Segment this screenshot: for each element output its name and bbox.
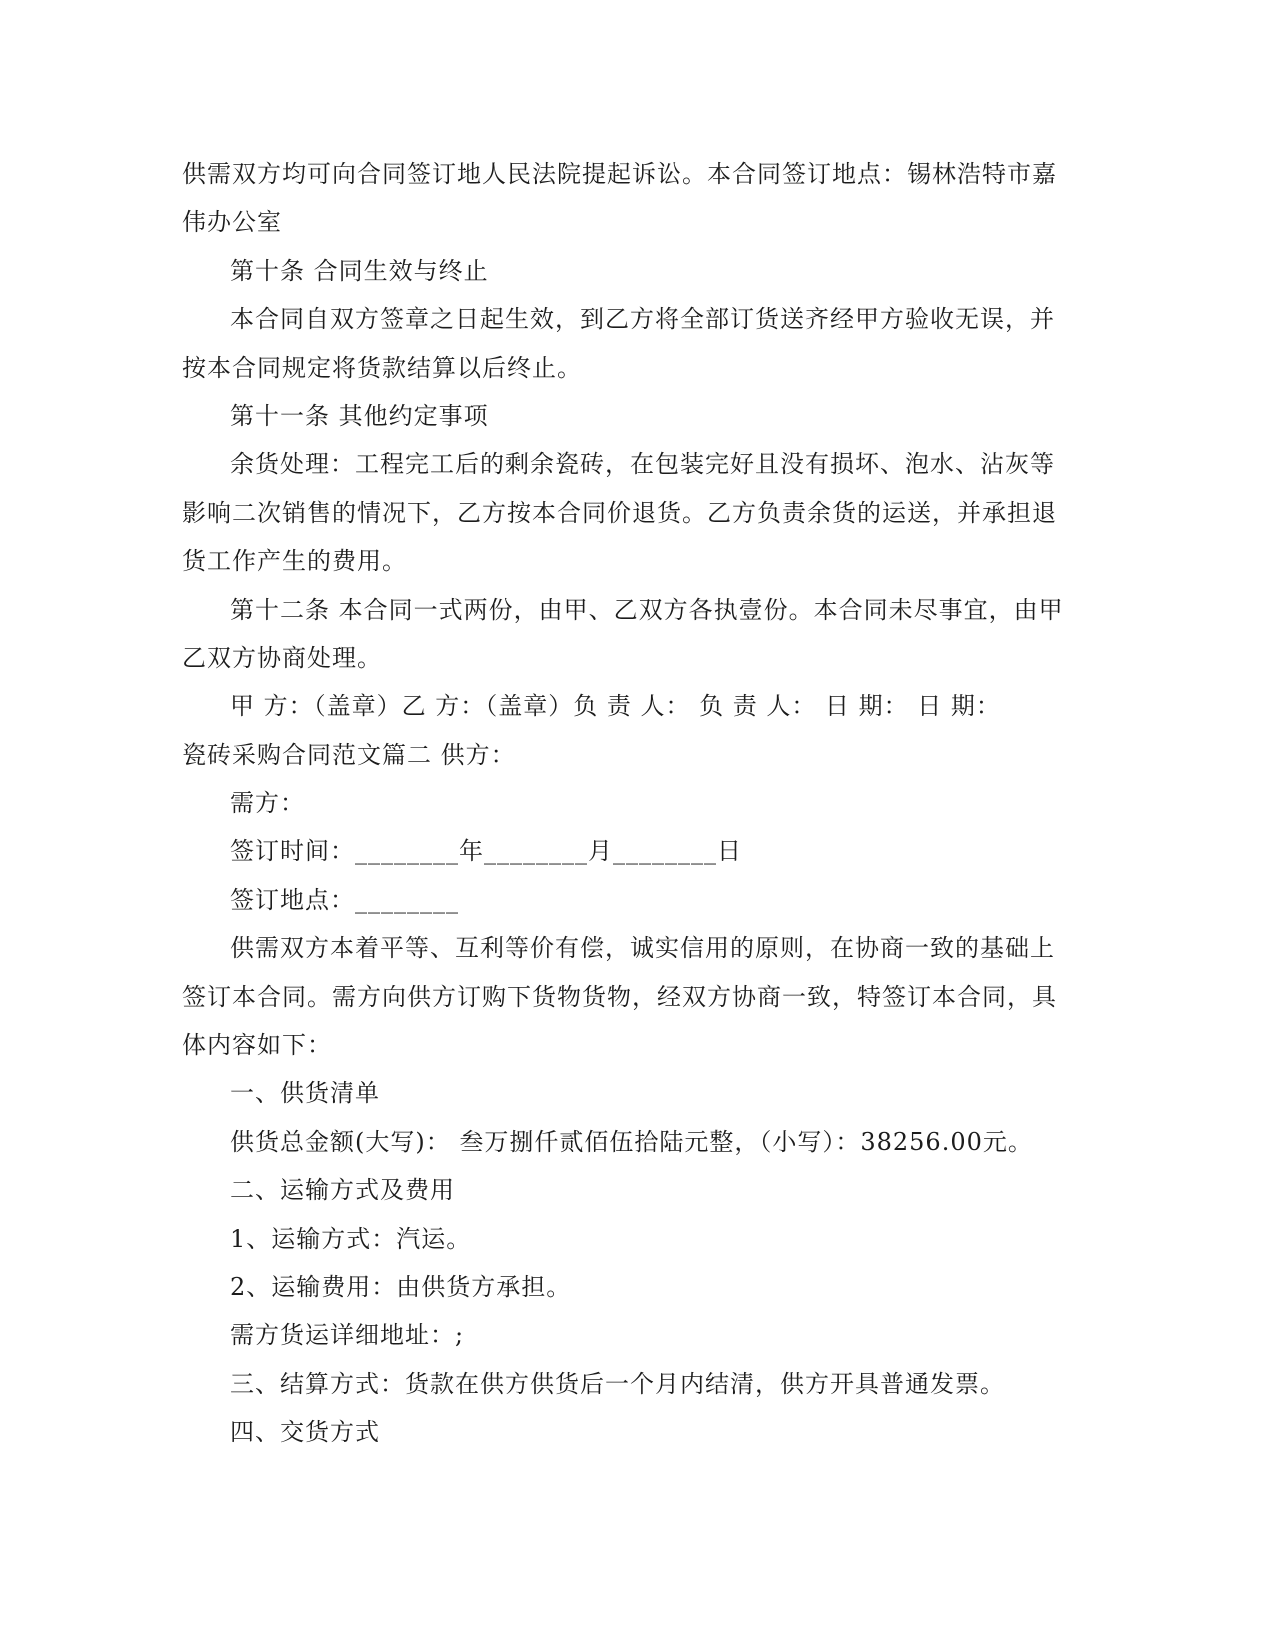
signing-place-line: 签订地点：________	[230, 885, 459, 914]
paragraph-line: 2、运输费用：由供货方承担。	[230, 1272, 572, 1301]
section-title-line: 瓷砖采购合同范文篇二 供方：	[182, 740, 516, 769]
paragraph-line: 乙双方协商处理。	[182, 643, 382, 672]
paragraph-line: 按本合同规定将货款结算以后终止。	[182, 353, 582, 382]
contract-text	[182, 150, 1064, 1457]
paragraph-line: 余货处理：工程完工后的剩余瓷砖，在包装完好且没有损坏、泡水、沾灰等	[230, 450, 1055, 479]
paragraph-line: 本合同自双方签章之日起生效，到乙方将全部订货送齐经甲方验收无误，并	[230, 305, 1055, 334]
paragraph-line: 货工作产生的费用。	[182, 547, 407, 576]
article-heading: 第十条 合同生效与终止	[230, 256, 489, 285]
paragraph-line: 签订本合同。需方向供方订购下货物货物，经双方协商一致，特签订本合同，具	[182, 982, 1057, 1011]
paragraph-line: 1、运输方式：汽运。	[230, 1224, 472, 1253]
paragraph-line: 第十二条 本合同一式两份，由甲、乙双方各执壹份。本合同未尽事宜，由甲	[230, 595, 1064, 624]
amount-line: 供货总金额(大写)： 叁万捌仟贰佰伍拾陆元整，（小写）：38256.00元。	[230, 1127, 1033, 1156]
paragraph-line: 影响二次销售的情况下，乙方按本合同价退货。乙方负责余货的运送，并承担退	[182, 498, 1057, 527]
signature-line: 甲 方：（盖章）乙 方：（盖章）负 责 人： 负 责 人： 日 期： 日 期：	[230, 692, 1001, 721]
article-heading: 第十一条 其他约定事项	[230, 401, 489, 430]
signing-date-line: 签订时间：________年________月________日	[230, 837, 742, 866]
paragraph-line: 体内容如下：	[182, 1031, 332, 1060]
section-heading: 二、运输方式及费用	[230, 1176, 455, 1205]
section-heading: 一、供货清单	[230, 1079, 380, 1108]
paragraph-line: 供需双方本着平等、互利等价有偿，诚实信用的原则，在协商一致的基础上	[230, 934, 1055, 963]
paragraph-line: 伟办公室	[182, 208, 282, 237]
paragraph-line: 供需双方均可向合同签订地人民法院提起诉讼。本合同签订地点：锡林浩特市嘉	[182, 160, 1057, 188]
section-heading: 四、交货方式	[230, 1418, 380, 1447]
paragraph-line: 需方：	[230, 789, 305, 818]
section-heading: 三、结算方式：货款在供方供货后一个月内结清，供方开具普通发票。	[230, 1369, 1005, 1398]
paragraph-line: 需方货运详细地址：;	[230, 1321, 465, 1350]
